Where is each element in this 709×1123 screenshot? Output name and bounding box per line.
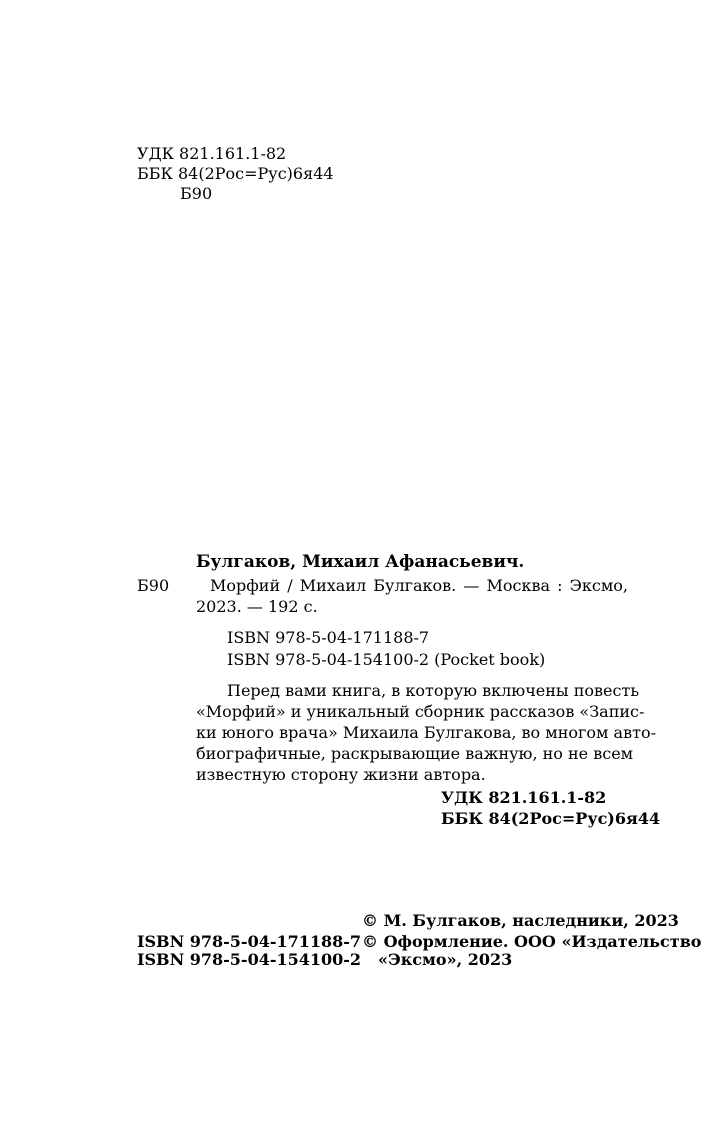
annotation-line-1: Перед вами книга, в которую включены повесть [227, 681, 640, 700]
isbn-line-1: ISBN 978-5-04-171188-7 [227, 628, 430, 647]
copyright-publisher: «Эксмо», 2023 [378, 950, 513, 969]
annotation-line-4: биографичные, раскрывающие важную, но не всем [196, 744, 634, 763]
record-author-code: Б90 [137, 576, 170, 595]
annotation-line-5: известную сторону жизни автора. [196, 765, 486, 784]
footer-isbn-1: ISBN 978-5-04-171188-7 [137, 932, 362, 951]
annotation-line-2: «Морфий» и уникальный сборник рассказов «Запис- [196, 702, 645, 721]
record-udk: УДК 821.161.1-82 [441, 788, 607, 807]
record-bbk: ББК 84(2Рос=Рус)6я44 [441, 809, 661, 828]
title-line-1: Морфий / Михаил Булгаков. — Москва : Эксмо, [210, 576, 628, 595]
copyright-author: © М. Булгаков, наследники, 2023 [362, 911, 679, 930]
top-author-code: Б90 [180, 184, 213, 203]
top-udk: УДК 821.161.1-82 [137, 144, 287, 163]
copyright-design: © Оформление. ООО «Издательство [362, 932, 702, 951]
author-heading: Булгаков, Михаил Афанасьевич. [196, 552, 525, 572]
isbn-line-2: ISBN 978-5-04-154100-2 (Pocket book) [227, 650, 546, 669]
top-bbk: ББК 84(2Рос=Рус)6я44 [137, 164, 334, 183]
footer-isbn-2: ISBN 978-5-04-154100-2 [137, 950, 362, 969]
annotation-line-3: ки юного врача» Михаила Булгакова, во многом авто- [196, 723, 656, 742]
title-line-2: 2023. — 192 с. [196, 597, 318, 616]
